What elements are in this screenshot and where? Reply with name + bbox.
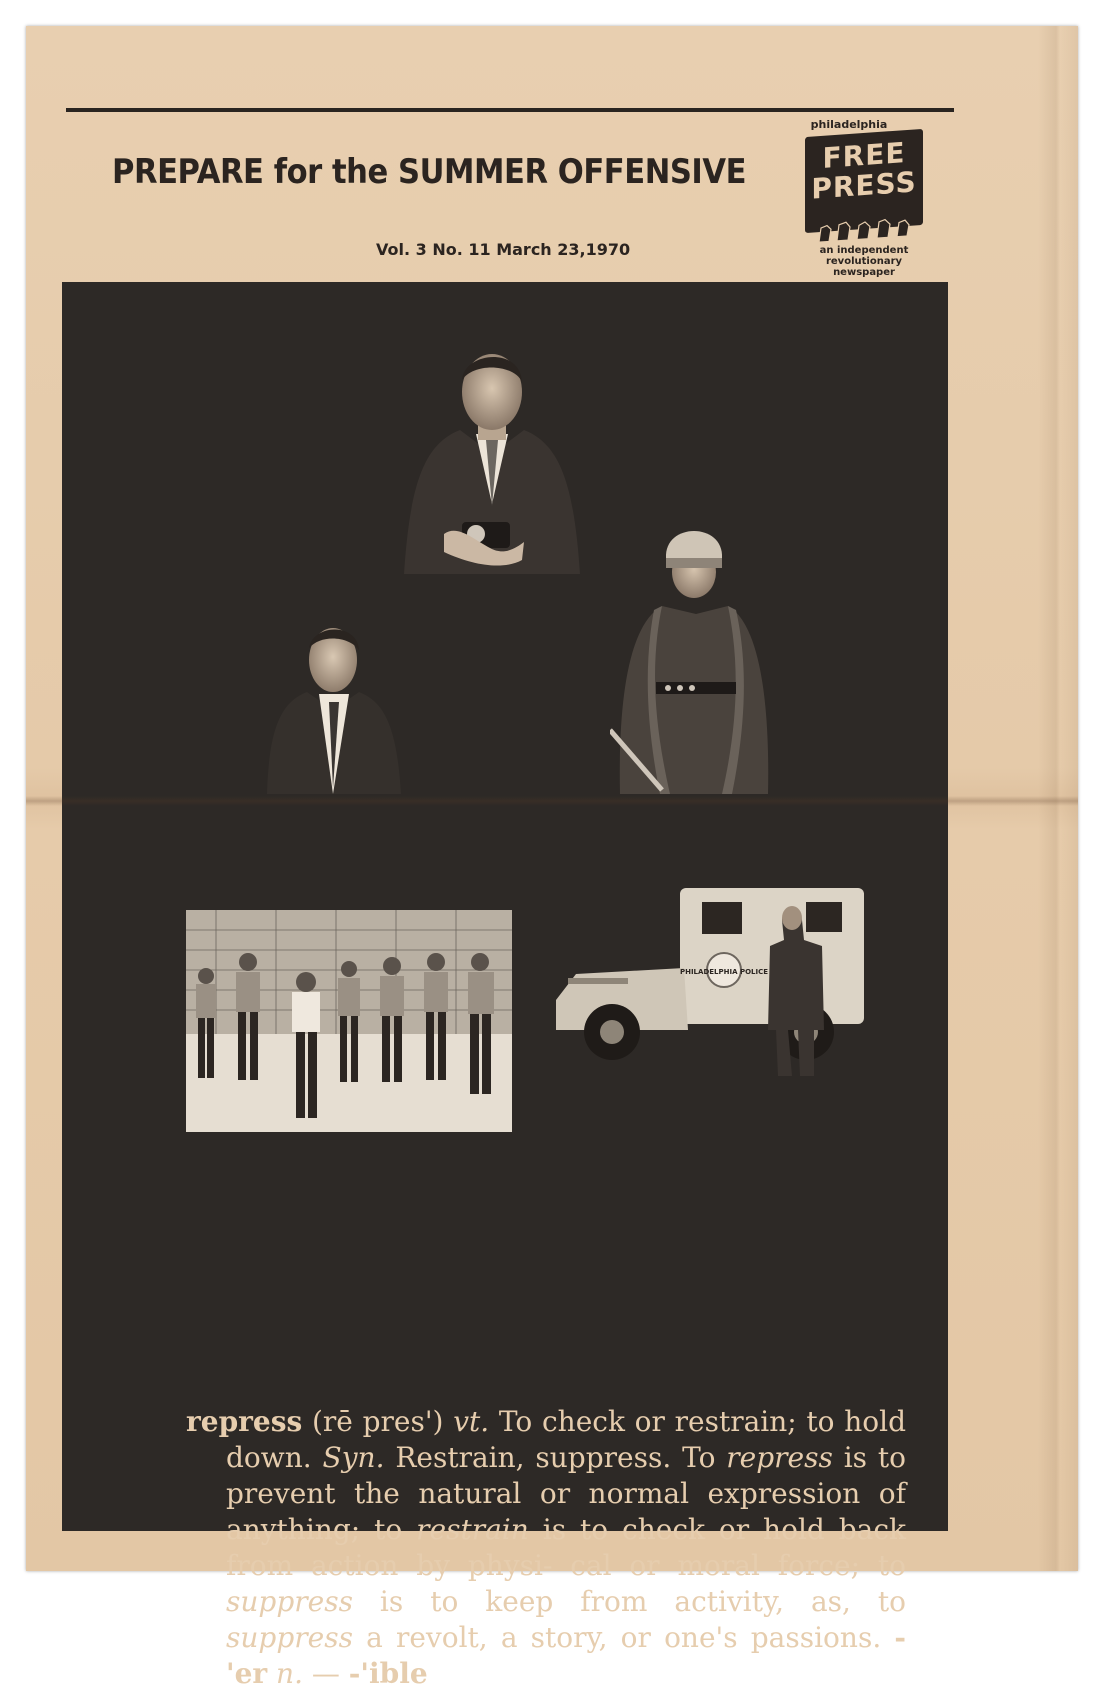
masthead-city: philadelphia <box>810 118 888 131</box>
definition-syn-label: Syn. <box>322 1441 385 1474</box>
logo-word-press: PRESS <box>811 165 917 206</box>
logo-banner <box>805 129 923 233</box>
logo-word-free: FREE <box>822 136 906 175</box>
definition-synonyms: Restrain, suppress. To <box>395 1441 716 1474</box>
definition-text-1: is to prevent the natural or normal expression of anything; to <box>226 1441 906 1546</box>
masthead-tagline-2: revolutionary newspaper <box>825 256 903 278</box>
definition-dash: — <box>311 1657 340 1690</box>
man-in-suit-holding-camera-photo <box>404 334 580 584</box>
raised-fists-icon <box>813 214 913 245</box>
definition-derivative-2: -'ible <box>348 1657 428 1690</box>
free-press-logo <box>794 118 934 278</box>
definition-term-suppress-2: suppress <box>226 1621 353 1654</box>
paper-edge <box>1038 26 1078 1571</box>
definition-derivative-1-pos: n. <box>276 1657 303 1690</box>
definition-headword: repress <box>186 1405 303 1438</box>
dictionary-definition <box>186 1404 906 1692</box>
definition-part-of-speech: vt. <box>453 1405 490 1438</box>
jeep-door-badge: PHILADELPHIA POLICE <box>679 968 769 976</box>
man-in-suit-photo <box>267 618 401 794</box>
masthead-rule <box>66 108 954 112</box>
definition-text-3: is to keep from activity, as, to <box>379 1585 906 1618</box>
masthead-tagline-1: an independent <box>819 245 909 256</box>
helmeted-police-officer-photo <box>610 514 776 794</box>
definition-term-restrain: restrain <box>416 1513 529 1546</box>
definition-sense: To check or restrain; to hold down. <box>226 1405 907 1474</box>
issue-date-line: Vol. 3 No. 11 March 23,1970 <box>376 240 631 259</box>
page-headline: PREPARE for the SUMMER OFFENSIVE <box>112 152 747 192</box>
cover-photo-montage <box>62 282 948 1690</box>
police-line-photo <box>186 910 512 1132</box>
definition-term-repress: repress <box>726 1441 833 1474</box>
definition-term-suppress: suppress <box>226 1585 353 1618</box>
police-jeep-photo <box>556 880 876 1086</box>
definition-pronunciation: (rē pres') <box>311 1405 444 1438</box>
newspaper-page <box>26 26 1078 1690</box>
definition-text-4: a revolt, a story, or one's passions. <box>366 1621 882 1654</box>
definition-derivative-1: -'er <box>226 1621 906 1690</box>
definition-text-2: is to check or hold back from action by physi- cal or moral force; to <box>226 1513 907 1582</box>
